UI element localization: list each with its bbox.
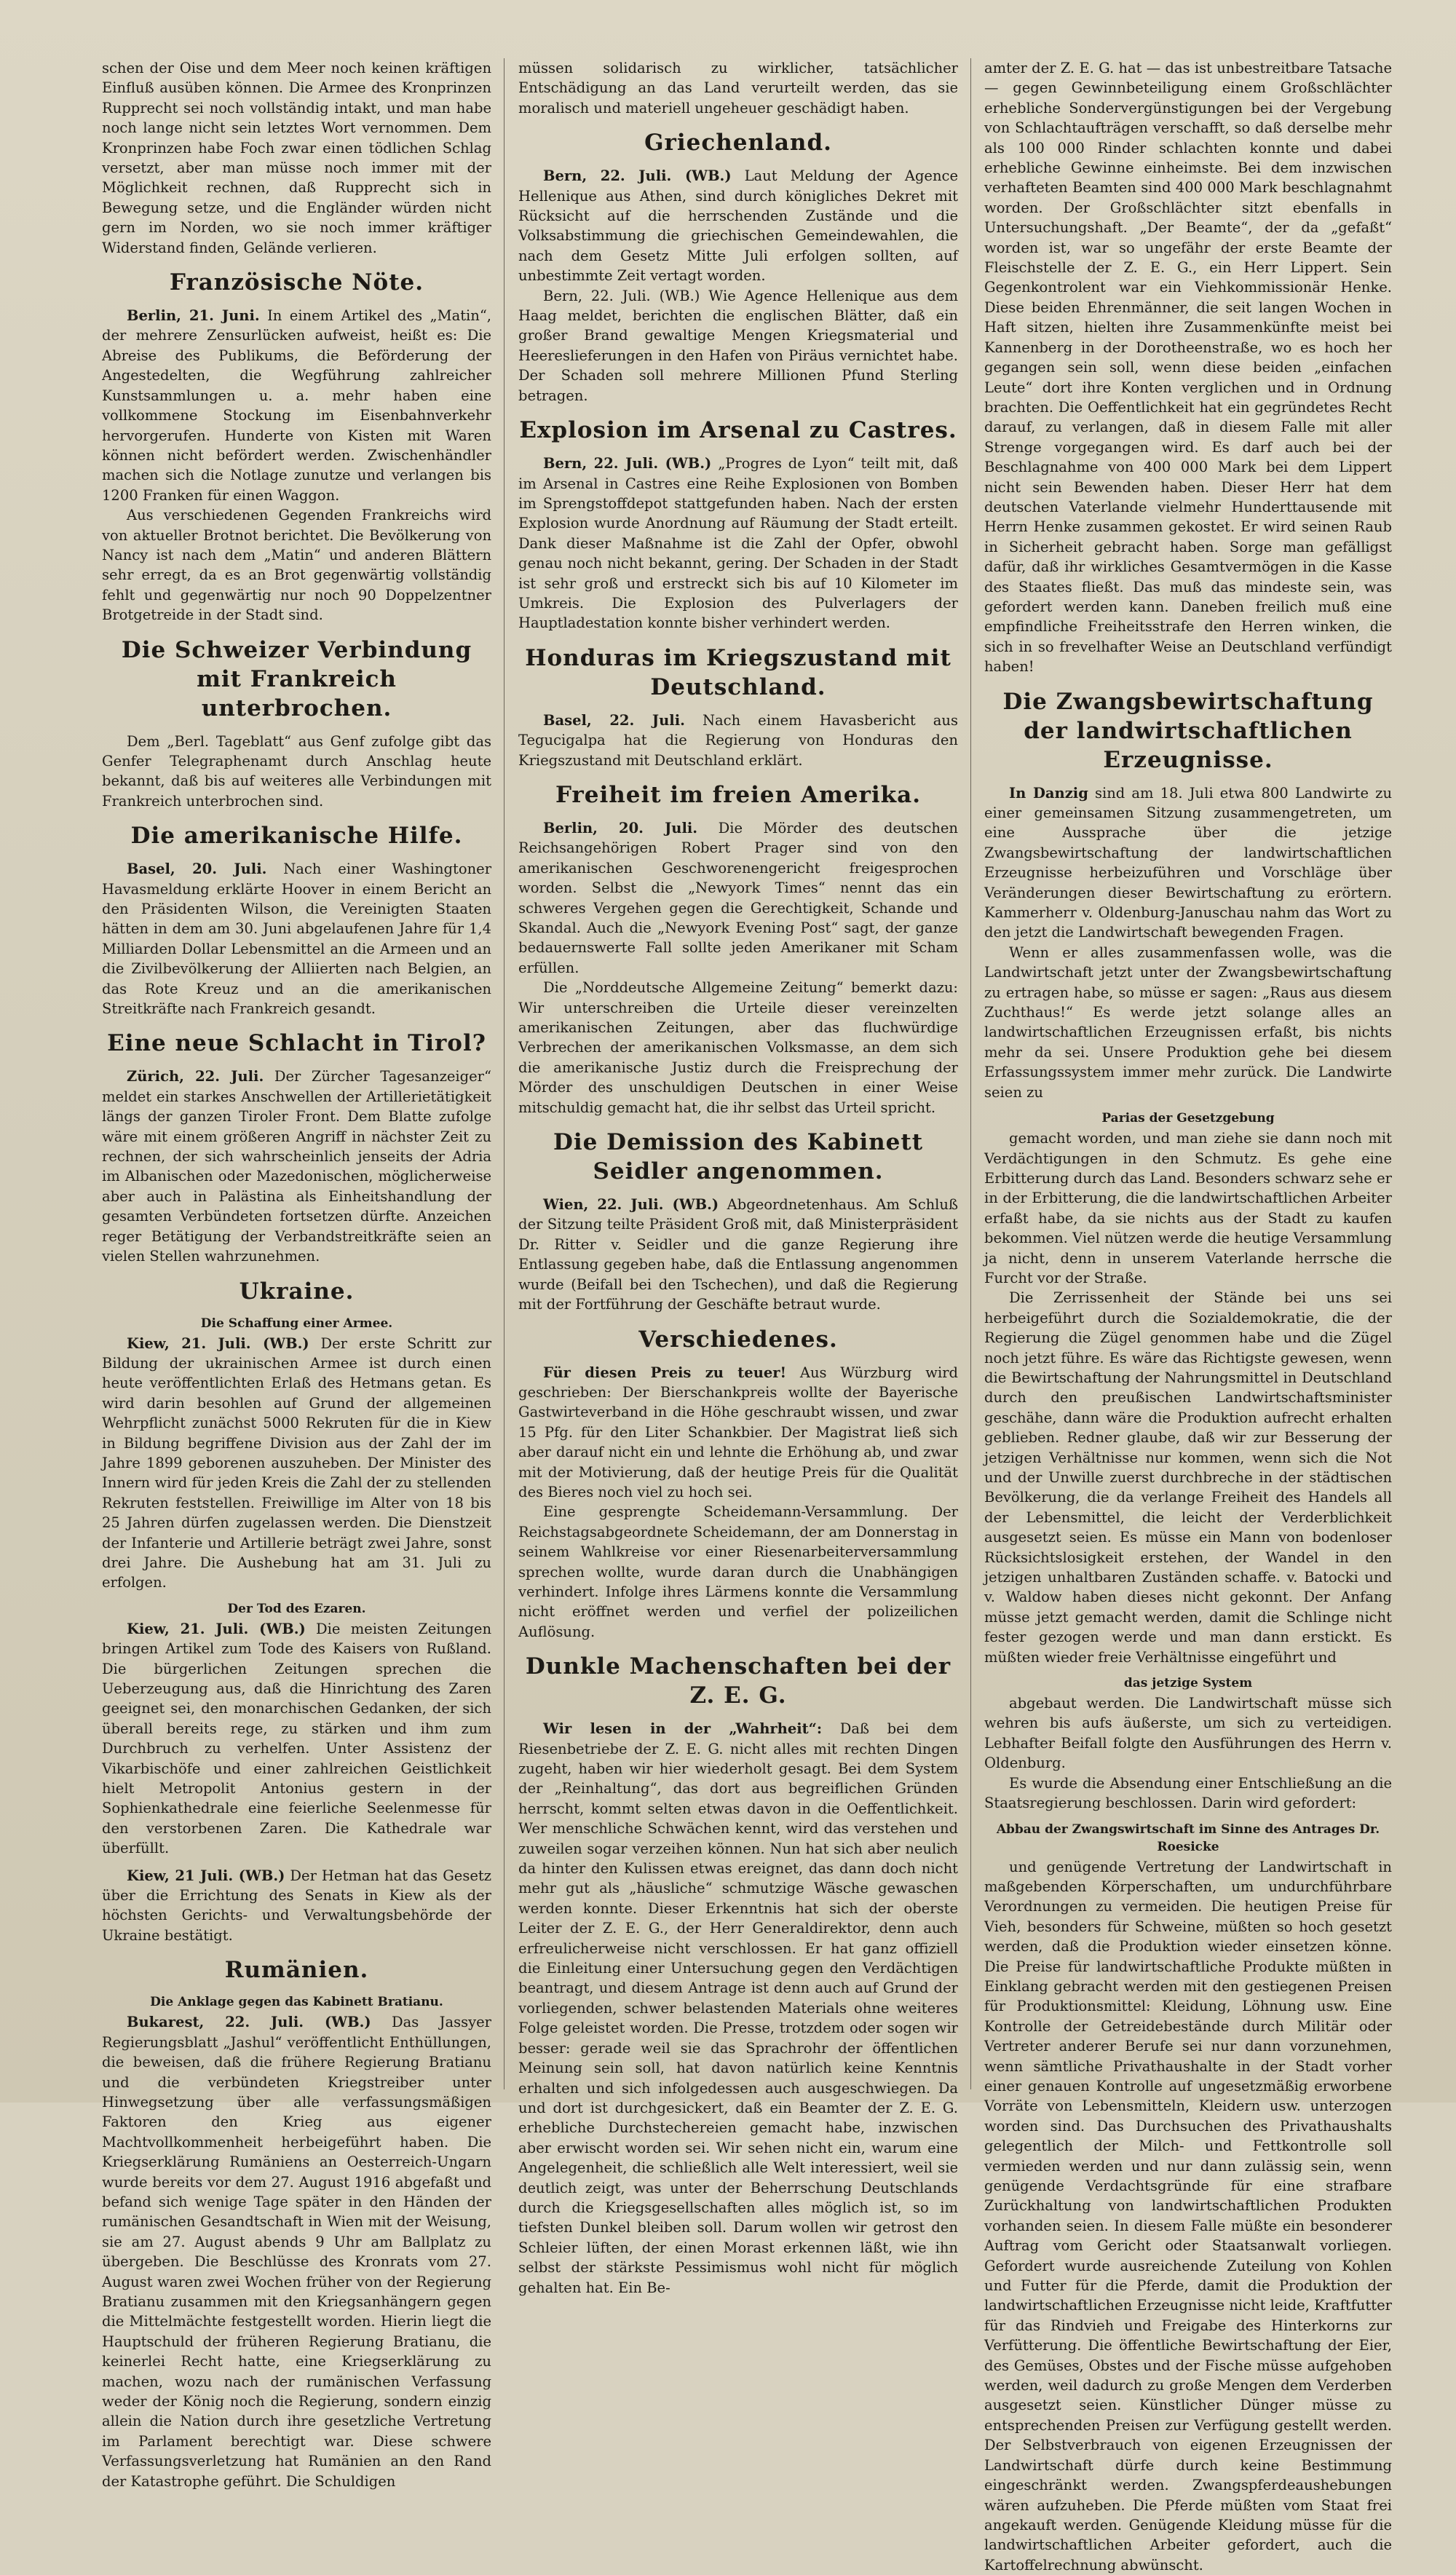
article-ruma-nien xyxy=(102,1955,491,2491)
article-die-demission-des-kabinett-seidler-angen xyxy=(518,1128,958,1314)
article-dateline: Bern, 22. Juli. (WB.) xyxy=(543,167,732,184)
article-dateline: Zürich, 22. Juli. xyxy=(127,1068,264,1085)
article-subheading: das jetzige System xyxy=(984,1674,1392,1692)
article-headline: Freiheit im freien Amerika. xyxy=(518,780,958,810)
article-paragraph xyxy=(984,943,1392,1102)
article-paragraph xyxy=(518,1719,958,2298)
article-paragraph xyxy=(984,1128,1392,1288)
column-rule xyxy=(970,58,971,2089)
article-paragraph xyxy=(518,1195,958,1314)
article-dateline: Für diesen Preis zu teuer! xyxy=(543,1364,786,1381)
paragraph-text: Das Jassyer Regierungsblatt „Jashul“ veröffentlicht Enthüllungen, die beweisen, daß die frühere Regierung Bratianu und die verbündeten Kriegstreiber unter Hinwegsetzung über alle verfassungsmäßigen Faktoren den Krieg aus eigener Machtvollkommenheit herbeigeführt haben. Die Kriegserklärung Rumäniens an Oesterreich-Ungarn wurde bereits vor dem 27. August 1916 abgefaßt und befand sich wenige Tage später in den Händen der rumänischen Gesandtschaft in Wien mit der Weisung, sie am 27. August abends 9 Uhr am Ballplatz zu übergeben. Die Beschlüsse des Kronrats vom 27. August waren zwei Wochen früher von der Regierung Bratianu zusammen mit den Kriegsanhängern gegen die Mittelmächte festgestellt worden. Hierin liegt die Hauptschuld der früheren Regierung Bratianu, die keinerlei Recht hatte, eine Kriegserklärung zu machen, wozu nach der rumänischen Verfassung weder der König noch die Regierung, sondern einzig allein die Nation durch ihre gesetzliche Vertretung im Parlament berechtigt war. Diese schwere Verfassungsverletzung hat Rumänien an den Rand der Katastrophe geführt. Die Schuldigen xyxy=(102,2014,491,2489)
paragraph-text: In einem Artikel des „Matin“, der mehrere Zensurlücken aufweist, heißt es: Die Abreise des Publikums, die Beförderung der Angestedelten, die Wegführung zahlreicher Kunstsammlungen u. a. mehr haben eine vollkommene Stockung im Eisenbahnverkehr hervorgerufen. Hunderte von Kisten mit Waren können nicht befördert werden. Zwischenhändler machen sich die Notlage zunutze und verlangen bis 1200 Franken für einen Waggon. xyxy=(102,307,491,504)
article-headline: Die amerikanische Hilfe. xyxy=(102,821,491,850)
article-paragraph xyxy=(102,58,491,258)
article-paragraph xyxy=(518,166,958,285)
column-right xyxy=(984,58,1392,2089)
article-paragraph xyxy=(102,1866,491,1946)
article-paragraph xyxy=(102,306,491,505)
paragraph-text: und genügende Vertretung der Landwirtschaft in maßgebenden Körperschaften, um undurchführbare Verordnungen zu vermeiden. Die heutigen Preise für Vieh, besonders für Schweine, müßten so hoch gesetzt werden, daß die Produktion wieder einsetzen könne. Die Preise für landwirtschaftliche Produkte müßten in Einklang gebracht werden mit den gestiegenen Preisen für Produktionsmittel: Kleidung, Löhnung usw. Eine Kontrolle der Getreidebestände durch Militär oder Vertreter anderer Berufe sei nur dann vorzunehmen, wenn sämtliche Privathaushalte in der Stadt vorher einer genauen Kontrolle auf ungesetzmäßig erworbene Vorräte von Lebensmitteln, Kleidern usw. unterzogen worden sind. Das Durchsuchen des Privathaushalts gelegentlich der Milch- und Fettkontrolle soll vermieden werden und nur dann zulässig sein, wenn genügende Verdachtsgründe für eine strafbare Zurückhaltung von landwirtschaftlichen Produkten vorhanden seien. In diesem Falle müßte ein besonderer Auftrag vom Gericht oder Staatsanwalt vorliegen. Gefordert wurde ausreichende Zuteilung von Kohlen und Futter für die Pferde, damit die Produktion der landwirtschaftlichen Erzeugnisse nicht leide, Kraftfutter für das Rindvieh und Freigabe des Hinterkorns zur Verfütterung. Die öffentliche Bewirtschaftung der Eier, des Gemüses, Obstes und der Fische müsse aufgehoben werden, weil dadurch zu große Mengen dem Verderben ausgesetzt seien. Künstlicher Dünger müsse zu entsprechenden Preisen zur Verfügung gestellt werden. Der Selbstverbrauch von eigenen Erzeugnissen der Landwirtschaft dürfe durch keine Bestimmung eingeschränkt werden. Zwangspferdeaushebungen wären aufzuheben. Die Pferde müßten vom Staat frei angekauft werden. Genügende Kleidung müsse für die landwirtschaftlichen Arbeiter gefordert, auch die Kartoffelrechnung abwünscht. xyxy=(984,1859,1392,2574)
paragraph-text: Die meisten Zeitungen bringen Artikel zum Tode des Kaisers von Rußland. Die bürgerlichen Zeitungen sprechen die Ueberzeugung aus, daß die Hinrichtung des Zaren geeignet sei, den monarchischen Gedanken, der sich überall bereits rege, zu stärken und ihm zum Durchbruch zu verhelfen. Unter Assistenz der Vikarbischöfe und einer zahlreichen Geistlichkeit hielt Metropolit Antonius gestern in der Sophienkathedrale eine feierliche Seelenmesse für den verstorbenen Zaren. Die Kathedrale war überfüllt. xyxy=(102,1621,491,1856)
paragraph-text: Abgeordnetenhaus. Am Schluß der Sitzung teilte Präsident Groß mit, daß Ministerpräsident Dr. Ritter v. Seidler und die ganze Regierung ihre Entlassung gegeben habe, daß die Entlassung angenommen wurde (Beifall bei den Tschechen), und daß die Regierung mit der Fortführung der Geschäfte betraut wurde. xyxy=(518,1196,958,1313)
article-paragraph xyxy=(518,454,958,633)
article-continued-col2 xyxy=(518,58,958,118)
article-paragraph xyxy=(102,2012,491,2491)
article-headline: Französische Nöte. xyxy=(102,268,491,297)
article-subheading: Parias der Gesetzgebung xyxy=(984,1109,1392,1127)
article-continued-col3 xyxy=(984,58,1392,677)
paragraph-text: Eine gesprengte Scheidemann-Versammlung. Der Reichstagsabgeordnete Scheidemann, der am Donnerstag in seinem Wahlkreise vor einer Riesenarbeiterversammlung sprechen wollte, wurde daran durch die Unabhängigen verhindert. Infolge ihres Lärmens konnte die Versammlung nicht eröffnet werden und verfiel der polizeilichen Auflösung. xyxy=(518,1503,958,1639)
column-rule xyxy=(504,58,505,2089)
paragraph-text: Nach einer Washingtoner Havasmeldung erklärte Hoover in einem Bericht an den Präsidenten Wilson, die Vereinigten Staaten hätten in dem am 30. Juni abgelaufenen Jahre für 1,4 Milliarden Dollar Lebensmittel an die Armeen und an die Zivilbevölkerung der Alliierten nach Belgien, an das Rote Kreuz und an die amerikanischen Streitkräfte nach Frankreich gesandt. xyxy=(102,861,491,1017)
article-paragraph xyxy=(102,859,491,1018)
article-paragraph xyxy=(984,1773,1392,1813)
article-paragraph xyxy=(102,505,491,625)
article-headline: Die Schweizer Verbindung mit Frankreich unterbrochen. xyxy=(102,636,491,723)
article-die-amerikanische-hilfe xyxy=(102,821,491,1018)
article-headline: Verschiedenes. xyxy=(518,1325,958,1354)
article-parias-der-gesetzgebung xyxy=(984,1109,1392,1667)
paragraph-text: Der Zürcher Tagesanzeiger“ meldet ein starkes Anschwellen der Artillerietätigkeit längs der ganzen Tiroler Front. Dem Blatte zufolge wäre mit einem größeren Angriff in nächster Zeit zu rechnen, der sich wahrscheinlich jenseits der Adria im Albanischen oder Mazedonischen, möglicherweise aber auch in Palästina als Einheitshandlung der gesamten Verbündeten fortsetzen dürfte. Anzeichen reger Betätigung der Verbandstreitkräfte seien an vielen Stellen wahrzunehmen. xyxy=(102,1068,491,1265)
article-subheading: Der Tod des Ezaren. xyxy=(102,1600,491,1618)
article-abbau-der-zwangswirtschaft-im-sinne-des- xyxy=(984,1821,1392,2575)
article-ukraine xyxy=(102,1277,491,1593)
article-griechenland xyxy=(518,128,958,406)
paragraph-text: „Progres de Lyon“ teilt mit, daß im Arsenal in Castres eine Reihe Explosionen von Bomben im Sprengstoffdepot stattgefunden haben. Nach der ersten Explosion wurde Anordnung auf Räumung der Stadt erteilt. Dank dieser Maßnahme ist die Zahl der Opfer, obwohl genau noch nicht bekannt, gering. Der Schaden in der Stadt ist sehr groß und erstreckt sich bis auf 10 Kilometer im Umkreis. Die Explosion des Pulverlagers der Hauptladestation konnte bisher verhindert werden. xyxy=(518,455,958,631)
paragraph-text: schen der Oise und dem Meer noch keinen kräftigen Einfluß ausüben können. Die Armee des Kronprinzen Rupprecht sei noch vollständig intakt, und man habe noch lange nicht sein letztes Wort vernommen. Dem Kronprinzen habe Foch zwar einen tödlichen Schlag versetzt, aber man müsse noch immer mit der Möglichkeit rechnen, daß Rupprecht sich in Bewegung setze, und die Engländer würden nicht gern im Norden, wo sie noch immer kräftiger Widerstand finden, Gelände verlieren. xyxy=(102,60,491,256)
paragraph-text: gemacht worden, und man ziehe sie dann noch mit Verdächtigungen in den Schmutz. Es gehe eine Erbitterung durch das Land. Besonders schwarz sehe er in der Erbitterung, die die landwirtschaftlichen Arbeiter erfaßt habe, da sie nichts aus der Stadt zu kaufen bekommen. Viel nützen werde die heutige Versammlung ja nicht, denn in unserem Vaterlande herrsche die Furcht vor der Straße. xyxy=(984,1130,1392,1286)
article-continued-col1 xyxy=(102,58,491,258)
article-subheading: Die Anklage gegen das Kabinett Bratianu. xyxy=(102,1993,491,2011)
article-paragraph xyxy=(102,732,491,812)
article-paragraph xyxy=(984,1288,1392,1667)
article-headline: Explosion im Arsenal zu Castres. xyxy=(518,416,958,445)
article-paragraph xyxy=(984,783,1392,943)
column-left xyxy=(102,58,491,2089)
paragraph-text: Daß bei dem Riesenbetriebe der Z. E. G. nicht alles mit rechten Dingen zugeht, haben wir hier wiederholt gesagt. Bei dem System der „Reinhaltung“, das dort aus begreiflichen Gründen herrscht, kommt selten etwas davon in die Oeffentlichkeit. Wer menschliche Schwächen kennt, wird das verstehen und zuweilen sogar verzeihen können. Nun hat sich aber neulich da hinter den Kulissen etwas ereignet, das dann doch nicht mehr gut als „häusliche“ schmutzige Wäsche gewaschen werden konnte. Dieser Erkenntnis hat sich der oberste Leiter der Z. E. G., der Herr Generaldirektor, denn auch erfreulicherweise nicht verschlossen. Er hat ganz offiziell die Einleitung einer Untersuchung gegen den Verdächtigen beantragt, und diesem Antrage ist denn auch auf Grund der vorliegenden, schwer belastenden Materials ohne weiteres Folge geleistet worden. Die Presse, trotzdem oder sogen wir besser: gerade weil sie das Sprachrohr der öffentlichen Meinung sein soll, hat davon natürlich keine Kenntnis erhalten und sich infolgedessen auch ausgeschwiegen. Da und dort ist durchgesickert, daß ein Beamter der Z. E. G. erhebliche Durchstechereien gemacht habe, inzwischen aber erwischt worden sei. Wir sehen nicht ein, warum eine Angelegenheit, die schließlich alle Welt interessiert, weil sie deutlich zeigt, was unter der Beherrschung Deutschlands durch die Kriegsgesellschaften alles möglich ist, so im tiefsten Dunkel bleiben soll. Darum wollen wir getrost den Schleier lüften, der einen Morast erkennen läßt, wie ihn selbst der stärkste Pessimismus wohl nicht für möglich gehalten hat. Ein Be- xyxy=(518,1720,958,2295)
article-paragraph xyxy=(102,1619,491,1859)
article-subheading: Die Schaffung einer Armee. xyxy=(102,1315,491,1332)
paragraph-text: Die „Norddeutsche Allgemeine Zeitung“ bemerkt dazu: Wir unterschreiben die Urteile dieser vereinzelten amerikanischen Zeitungen, aber das fluchwürdige Verbrechen der amerikanischen Volksmasse, an dem sich die amerikanische Justiz durch die Freisprechung der Mörder des unschuldigen Deutschen in einer Weise mitschuldig gemacht hat, die ihr selbst das Urteil spricht. xyxy=(518,979,958,1115)
paragraph-text: Aus Würzburg wird geschrieben: Der Bierschankpreis wollte der Bayerische Gastwirteverband in die Höhe geschraubt wissen, und zwar 15 Pfg. für den Liter Schankbier. Der Magistrat ließ sich aber darauf nicht ein und lehnte die Erhöhung ab, und zwar mit der Motivierung, daß der heutige Preis für die Qualität des Bieres noch viel zu hoch sei. xyxy=(518,1364,958,1500)
article-dateline: Basel, 20. Juli. xyxy=(127,861,266,877)
article-verschiedenes xyxy=(518,1325,958,1642)
article-dateline: Berlin, 21. Juni. xyxy=(127,307,260,324)
article-paragraph xyxy=(102,1067,491,1266)
paragraph-text: Laut Meldung der Agence Hellenique aus Athen, sind durch königliches Dekret mit Rücksicht auf die herrschenden Zustände und die Volksabstimmung die griechischen Gemeindewahlen, die nach dem Gesetz Mitte Juli erfolgen sollten, auf unbestimmte Zeit vertagt worden. xyxy=(518,167,958,284)
article-paragraph xyxy=(984,1857,1392,2575)
article-freiheit-im-freien-amerika xyxy=(518,780,958,1118)
paragraph-text: Dem „Berl. Tageblatt“ aus Genf zufolge gibt das Genfer Telegraphenamt durch Anschlag heute bekannt, daß bis auf weiteres alle Verbindungen mit Frankreich unterbrochen sind. xyxy=(102,733,491,810)
article-headline: Griechenland. xyxy=(518,128,958,157)
paragraph-text: Die Zerrissenheit der Stände bei uns sei herbeigeführt durch die Sozialdemokratie, die der Regierung die Zügel genommen habe und die Zügel noch jetzt führe. Es wäre das Richtigste gewesen, wenn die Bewirtschaftung der Nahrungsmittel in Deutschland durch den preußischen Landwirtschaftsminister geschähe, dann wäre die Produktion aufrecht erhalten geblieben. Redner glaube, daß wir zur Besserung der jetzigen Verhältnisse nur kommen, wenn sich die Not und der Unwille zuerst durchbreche in der städtischen Bevölkerung, die da verlange Freiheit des Handels all der Lebensmittel, die leicht der Verderblichkeit ausgesetzt seien. Es müsse ein Mann von bodenloser Rücksichtslosigkeit erstehen, der Wandel in den jetzigen unhaltbaren Zuständen schaffe. v. Batocki und v. Waldow haben dieses nicht gekonnt. Der Anfang müsse jetzt gemacht werden, damit die Schlinge nicht fester gezogen werde und man dann erstickt. Es müßten wieder freie Verhältnisse eingeführt und xyxy=(984,1289,1392,1665)
article-dunkle-machenschaften-bei-der-z-e-g xyxy=(518,1652,958,2298)
article-die-schweizer-verbindung-mit-frankreich- xyxy=(102,636,491,812)
article-eine-neue-schlacht-in-tirol xyxy=(102,1029,491,1266)
article-dateline: Kiew, 21. Juli. (WB.) xyxy=(127,1621,306,1637)
article-explosion-im-arsenal-zu-castres xyxy=(518,416,958,633)
article-headline: Rumänien. xyxy=(102,1955,491,1985)
paragraph-text: Nach einem Havasbericht aus Tegucigalpa hat die Regierung von Honduras den Kriegszustand mit Deutschland erklärt. xyxy=(518,712,958,769)
paragraph-text: Bern, 22. Juli. (WB.) Wie Agence Hellenique aus dem Haag meldet, berichten die englischen Blätter, daß ein großer Brand gewaltige Mengen Kriegsmaterial und Heereslieferungen in den Hafen von Piräus vernichtet habe. Der Schaden soll mehrere Millionen Pfund Sterling betragen. xyxy=(518,288,958,404)
article-paragraph xyxy=(518,711,958,770)
article-paragraph xyxy=(518,978,958,1118)
article-subheading: Abbau der Zwangswirtschaft im Sinne des Antrages Dr. Roesicke xyxy=(984,1821,1392,1856)
paragraph-text: abgebaut werden. Die Landwirtschaft müsse sich wehren bis aufs äußerste, um sich zu verteidigen. Lebhafter Beifall folgte den Ausführungen des Herrn v. Oldenburg. xyxy=(984,1695,1392,1771)
article-headline: Dunkle Machenschaften bei der Z. E. G. xyxy=(518,1652,958,1710)
paragraph-text: Aus verschiedenen Gegenden Frankreichs wird von aktueller Brotnot berichtet. Die Bevölkerung von Nancy ist nach dem „Matin“ und anderen Blättern sehr erregt, da es an Brot gegenwärtig vollständig fehlt und gegenwärtig nur noch 90 Doppelzentner Brotgetreide in der Stadt sind. xyxy=(102,507,491,623)
paragraph-text: Die Mörder des deutschen Reichsangehörigen Robert Prager sind von den amerikanischen Geschworenengericht freigesprochen worden. Selbst die „Newyork Times“ nennt das ein schweres Vergehen gegen die Gerechtigkeit, Schande und Skandal. Auch die „Newyork Evening Post“ sagt, der ganze bedauernswerte Fall sollte jeden Amerikaner mit Scham erfüllen. xyxy=(518,820,958,976)
article-paragraph xyxy=(984,1693,1392,1773)
article-dateline: Berlin, 20. Juli. xyxy=(543,820,697,836)
paragraph-text: müssen solidarisch zu wirklicher, tatsächlicher Entschädigung an das Land verurteilt werden, das sie moralisch und materiell ungeheuer geschädigt haben. xyxy=(518,60,958,116)
article-headline: Honduras im Kriegszustand mit Deutschland. xyxy=(518,644,958,702)
paragraph-text: Wenn er alles zusammenfassen wolle, was die Landwirtschaft jetzt unter der Zwangsbewirtschaftung zu ertragen habe, so müsse er sagen: „Raus aus diesem Zuchthaus!“ Es werde jetzt solange alles an landwirtschaftlichen Erzeugnissen erfaßt, bis nichts mehr da sei. Unsere Produktion gehe bei diesem Erfassungssystem immer mehr zurück. Die Landwirte seien zu xyxy=(984,944,1392,1101)
article-headline: Die Demission des Kabinett Seidler angenommen. xyxy=(518,1128,958,1186)
article-dateline: Wir lesen in der „Wahrheit“: xyxy=(543,1720,822,1737)
article-headline: Ukraine. xyxy=(102,1277,491,1306)
article-dateline: Bukarest, 22. Juli. (WB.) xyxy=(127,2014,371,2030)
paragraph-text: sind am 18. Juli etwa 800 Landwirte zu einer gemeinsamen Sitzung zusammengetreten, um eine Aussprache über die jetzige Zwangsbewirtschaftung der landwirtschaftlichen Erzeugnisse herbeizuführen und Vorschläge über Veränderungen dieser Bewirtschaftung zu erörtern. Kammerherr v. Oldenburg-Januschau nahm das Wort zu den jetzt die Landwirtschaft bewegenden Fragen. xyxy=(984,785,1392,941)
article-headline: Eine neue Schlacht in Tirol? xyxy=(102,1029,491,1058)
paragraph-text: Es wurde die Absendung einer Entschließung an die Staatsregierung beschlossen. Darin wird gefordert: xyxy=(984,1775,1392,1811)
article-paragraph xyxy=(102,1334,491,1593)
article-paragraph xyxy=(518,1502,958,1642)
article-headline: Die Zwangsbewirtschaftung der landwirtschaftlichen Erzeugnisse. xyxy=(984,687,1392,775)
article-der-tod-des-ezaren xyxy=(102,1600,491,1859)
article-dateline: Basel, 22. Juli. xyxy=(543,712,685,729)
article-dateline: Wien, 22. Juli. (WB.) xyxy=(543,1196,719,1213)
paragraph-text: amter der Z. E. G. hat — das ist unbestreitbare Tatsache — gegen Gewinnbeteiligung einem Großschlächter erhebliche Sondervergünstigungen bei der Vergebung von Schlachtaufträgen verschafft, so daß derselbe mehr als 100 000 Rinder schlachten konnte und dabei erhebliche Gewinne einheimste. Bei dem inzwischen verhafteten Beamten sind 400 000 Mark beschlagnahmt worden. Der Großschlächter sitzt ebenfalls in Untersuchungshaft. „Der Beamte“, der da „gefaßt“ worden ist, war so ungefähr der erste Beamte der Fleischstelle der Z. E. G., ein Herr Lippert. Sein Gegenkontrolent war ein Viehkommissionär Henke. Diese beiden Ehrenmänner, die seit langen Wochen in Haft sitzen, hielten ihre Zusammenkünfte meist bei Kannenberg in der Dorotheenstraße, wo es hoch her gegangen sein soll, wenn diese beiden „einfachen Leute“ dort ihre Konten verglichen und in Ordnung brachten. Die Oeffentlichkeit hat ein gegründetes Recht darauf, zu verlangen, daß in diesem Falle mit aller Strenge vorgegangen wird. Es darf auch bei der Beschlagnahme von 400 000 Mark bei dem Lippert nicht sein Bewenden haben. Dieser Herr hat dem deutschen Vaterlande vielmehr Hunderttausende mit Herrn Henke zusammen gekostet. Er wird seinen Raub in Sicherheit gebracht haben. Sorge man gefälligst dafür, daß ihr wirkliches Gesamtvermögen in die Kasse des Staates fließt. Das muß das mindeste sein, was gefordert werden kann. Daneben freilich muß eine empfindliche Freiheitsstrafe den Herren winken, die sich in so frevelhafter Weise an Deutschland verfündigt haben! xyxy=(984,60,1392,675)
paragraph-text: Der Hetman hat das Gesetz über die Errichtung des Senats in Kiew als der höchsten Gerichts- und Verwaltungsbehörde der Ukraine bestätigt. xyxy=(102,1867,491,1944)
article-continued-col1 xyxy=(102,1866,491,1946)
article-dateline: Kiew, 21 Juli. (WB.) xyxy=(127,1867,285,1884)
article-honduras-im-kriegszustand-mit-deutschlan xyxy=(518,644,958,770)
article-das-jetzige-system xyxy=(984,1674,1392,1813)
article-paragraph xyxy=(518,58,958,118)
article-paragraph xyxy=(518,1363,958,1503)
article-dateline: Kiew, 21. Juli. (WB.) xyxy=(127,1335,309,1352)
paragraph-text: Der erste Schritt zur Bildung der ukrainischen Armee ist durch einen heute veröffentlichten Erlaß des Hetmans getan. Es wird darin besohlen auf Grund der allgemeinen Wehrpflicht zunächst 5000 Rekruten für die in Kiew in Bildung begriffene Division aus der Zahl der im Jahre 1899 geborenen auszuheben. Der Minister des Innern wird für jeden Kreis die Zahl der zu stellenden Rekruten feststellen. Freiwillige im Alter von 18 bis 25 Jahren dürfen zugelassen werden. Die Dienstzeit der Infanterie und Artillerie beträgt zwei Jahre, sonst drei Jahre. Die Aushebung hat am 31. Juli zu erfolgen. xyxy=(102,1335,491,1591)
article-dateline: In Danzig xyxy=(1009,785,1088,802)
article-franzo-sische-no-te xyxy=(102,268,491,625)
article-dateline: Bern, 22. Juli. (WB.) xyxy=(543,455,711,472)
article-paragraph xyxy=(518,286,958,406)
article-paragraph xyxy=(984,58,1392,677)
column-middle xyxy=(518,58,958,2089)
article-paragraph xyxy=(518,818,958,978)
article-die-zwangsbewirtschaftung-der-landwirtsc xyxy=(984,687,1392,1103)
